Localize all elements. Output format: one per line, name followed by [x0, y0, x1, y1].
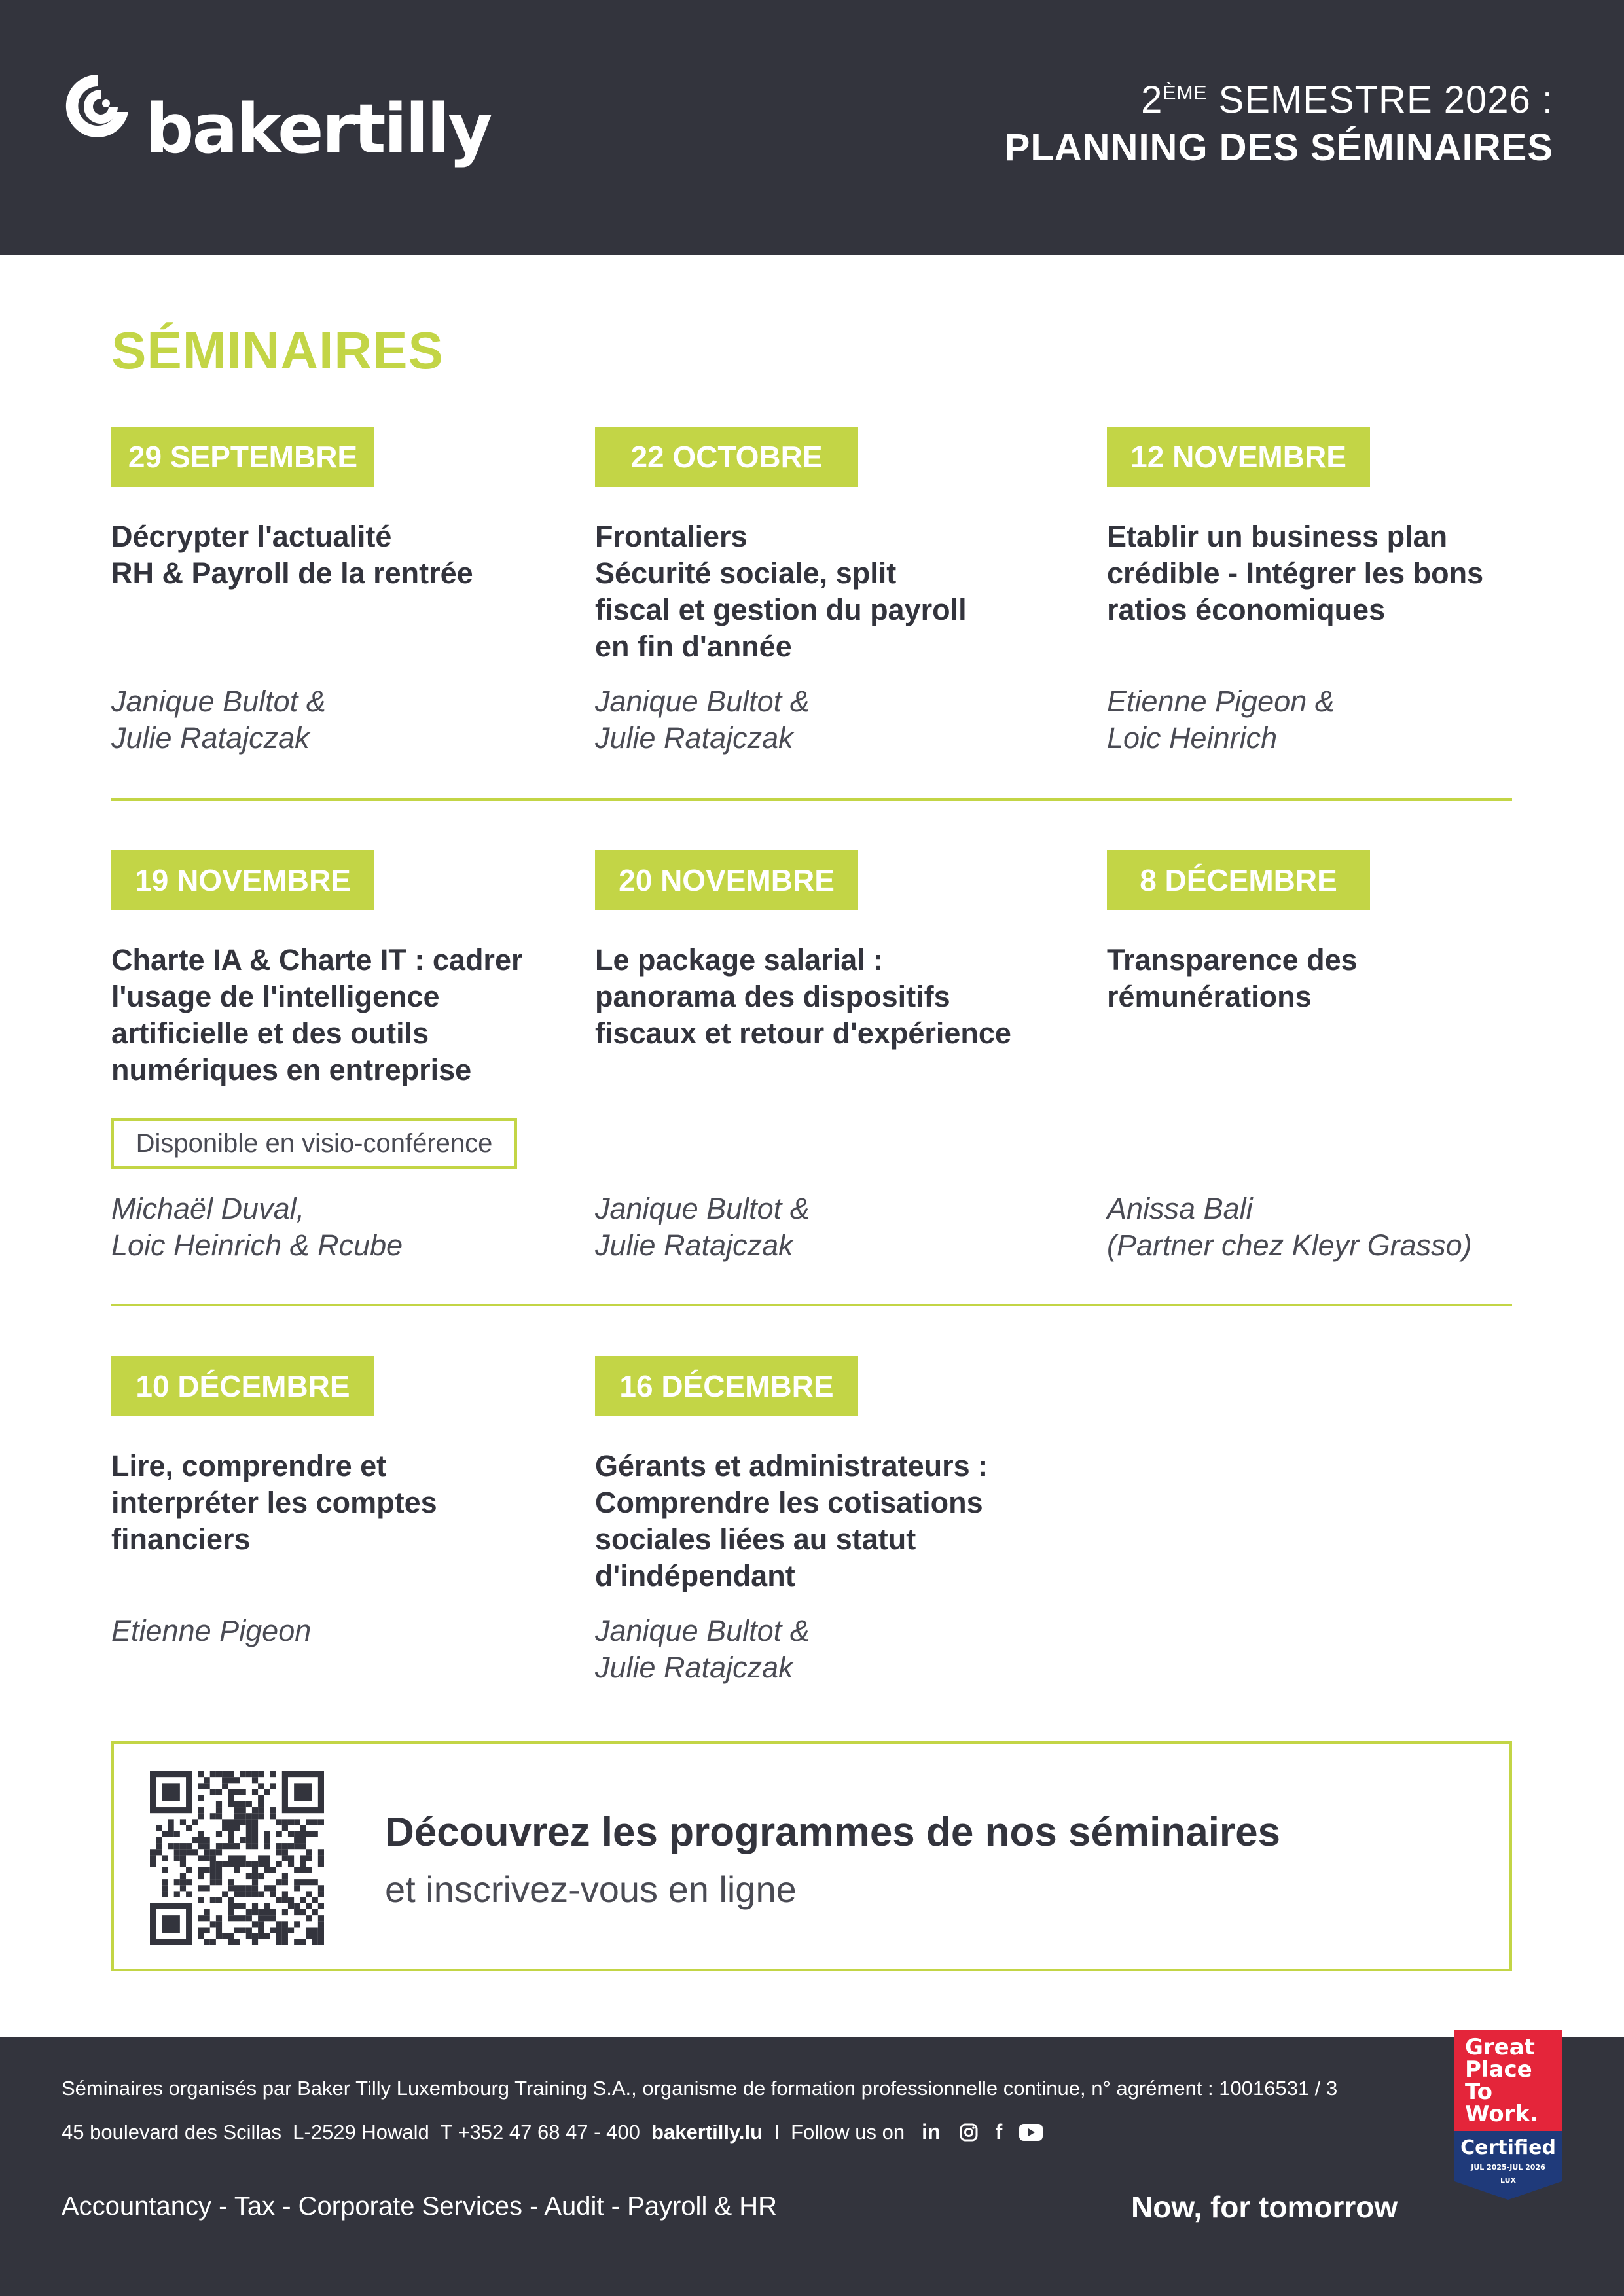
cta-subtitle: et inscrivez-vous en ligne [385, 1869, 797, 1910]
contact-info [62, 2120, 1043, 2144]
date-badge: 16 DÉCEMBRE [595, 1356, 858, 1416]
qr-code-icon[interactable] [150, 1771, 324, 1945]
linkedin-icon[interactable]: in [922, 2120, 941, 2144]
badge-line-work: Work. [1465, 2101, 1538, 2127]
section-title: SÉMINAIRES [111, 321, 444, 380]
seminar-card [595, 427, 1027, 755]
facebook-icon[interactable]: f [995, 2120, 1003, 2144]
seminar-card [1107, 850, 1539, 1262]
row-divider [111, 798, 1512, 801]
seminar-speakers: Anissa Bali (Partner chez Kleyr Grasso) [1107, 1192, 1472, 1262]
registration-box[interactable] [111, 1741, 1512, 1971]
footer [0, 2034, 1624, 2296]
youtube-icon[interactable] [1019, 2124, 1043, 2141]
semester-suffix: ÈME [1163, 82, 1208, 104]
badge-period: JUL 2025-JUL 2026 [1471, 2163, 1545, 2172]
seminar-speakers: Janique Bultot & Julie Ratajczak [111, 685, 326, 755]
organizer-info: Séminaires organisés par Baker Tilly Luxembourg Training S.A., organisme de formation professionnelle continue, n° agrément : 10016531 / 3 [62, 2077, 1338, 2100]
seminar-title: Etablir un business plan crédible - Intégrer les bons ratios économiques [1107, 520, 1484, 626]
badge-country: LUX [1500, 2176, 1517, 2185]
cta-title: Découvrez les programmes de nos séminaires [385, 1810, 1281, 1855]
seminar-title: Transparence des rémunérations [1107, 943, 1358, 1013]
seminar-title: Frontaliers Sécurité sociale, split fiscal et gestion du payroll en fin d'année [595, 520, 967, 663]
badge-line-place: Place [1465, 2056, 1532, 2083]
seminar-card [595, 1356, 1027, 1684]
header [0, 0, 1624, 255]
seminar-card [111, 427, 543, 755]
seminar-speakers: Janique Bultot & Julie Ratajczak [595, 1614, 810, 1684]
tagline: Now, for tomorrow [1131, 2190, 1398, 2224]
bakertilly-swirl-icon [65, 71, 131, 143]
seminar-card [1107, 427, 1539, 755]
seminar-title: Gérants et administrateurs : Comprendre les cotisations sociales liées au statut d'indépendant [595, 1449, 988, 1592]
semester-text: SEMESTRE 2026 : [1207, 79, 1553, 121]
seminar-card [111, 1356, 543, 1647]
seminar-speakers: Janique Bultot & Julie Ratajczak [595, 685, 810, 755]
semester-number: 2 [1141, 79, 1163, 121]
seminar-title: Le package salarial : panorama des dispositifs fiscaux et retour d'expérience [595, 943, 1011, 1050]
seminar-title: Charte IA & Charte IT : cadrer l'usage de l'intelligence artificielle et des outils numériques en entreprise [111, 943, 523, 1086]
badge-line-to: To [1465, 2079, 1493, 2105]
seminar-speakers: Etienne Pigeon & Loic Heinrich [1107, 685, 1335, 755]
instagram-icon[interactable] [959, 2123, 979, 2142]
seminar-speakers: Michaël Duval, Loic Heinrich & Rcube [111, 1192, 403, 1262]
date-badge: 10 DÉCEMBRE [111, 1356, 374, 1416]
seminar-title: Décrypter l'actualité RH & Payroll de la rentrée [111, 520, 473, 590]
date-badge: 12 NOVEMBRE [1107, 427, 1370, 487]
seminar-speakers: Etienne Pigeon [111, 1614, 312, 1647]
follow-label: I Follow us on [763, 2120, 905, 2144]
date-badge: 22 OCTOBRE [595, 427, 858, 487]
seminar-title: Lire, comprendre et interpréter les comptes financiers [111, 1449, 437, 1556]
badge-line-great: Great [1465, 2034, 1535, 2060]
planning-title: PLANNING DES SÉMINAIRES [1004, 126, 1553, 169]
website-link[interactable]: bakertilly.lu [651, 2120, 763, 2144]
badge-certified: Certified [1460, 2136, 1556, 2159]
date-badge: 29 SEPTEMBRE [111, 427, 374, 487]
brand-name: bakertilly [145, 89, 491, 169]
services-list: Accountancy - Tax - Corporate Services - Audit - Payroll & HR [62, 2192, 778, 2221]
seminar-speakers: Janique Bultot & Julie Ratajczak [595, 1192, 810, 1262]
semester-line [1005, 79, 1553, 122]
seminar-card [111, 850, 543, 1262]
great-place-to-work-badge-icon [1454, 2030, 1562, 2200]
date-badge: 19 NOVEMBRE [111, 850, 374, 910]
row-divider [111, 1304, 1512, 1306]
header-title-block [1005, 79, 1553, 170]
seminar-card [595, 850, 1027, 1262]
visio-conference-tag: Disponible en visio-conférence [111, 1118, 517, 1169]
date-badge: 8 DÉCEMBRE [1107, 850, 1370, 910]
address: 45 boulevard des Scillas L-2529 Howald T +352 47 68 47 - 400 [62, 2120, 652, 2144]
date-badge: 20 NOVEMBRE [595, 850, 858, 910]
